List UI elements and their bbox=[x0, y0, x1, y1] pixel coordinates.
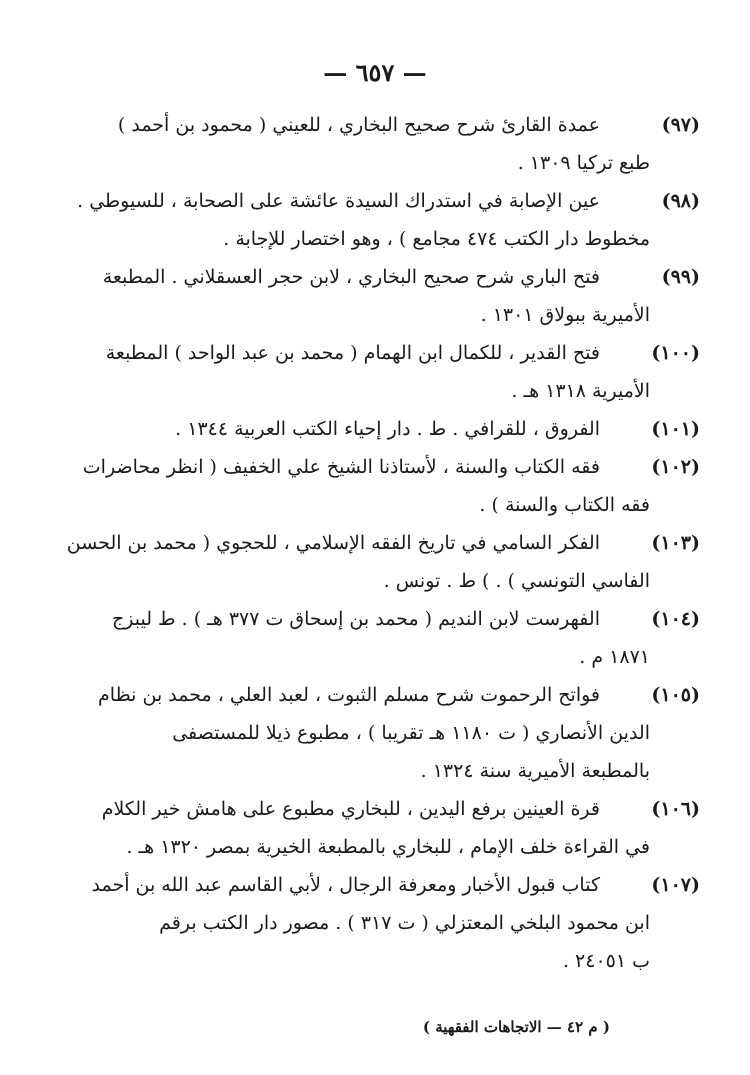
entry-line: ب ٢٤٠٥١ . bbox=[562, 950, 650, 972]
entry-line: عين الإصابة في استدراك السيدة عائشة على الصحابة ، للسيوطي . bbox=[77, 190, 600, 212]
entry-line: قرة العينين برفع اليدين ، للبخاري مطبوع على هامش خير الكلام bbox=[101, 798, 600, 820]
entry-number: (١٠٧) bbox=[651, 874, 700, 896]
entry-text bbox=[77, 182, 650, 258]
entry-number: (١٠٥) bbox=[651, 684, 700, 706]
entry-text bbox=[98, 676, 650, 790]
entry-line: عمدة القارئ شرح صحيح البخاري ، للعيني ( محمود بن أحمد ) bbox=[117, 114, 600, 136]
bibliography-entry bbox=[105, 600, 700, 676]
bibliography-entry bbox=[102, 258, 700, 334]
entry-text bbox=[105, 600, 650, 676]
entry-line: في القراءة خلف الإمام ، للبخاري بالمطبعة الخيرية بمصر ١٣٢٠ هـ . bbox=[126, 836, 650, 858]
entry-line: الدين الأنصاري ( ت ١١٨٠ هـ تقريبا ) ، مطبوع ذيلا للمستصفى bbox=[172, 722, 650, 744]
bibliography-entry bbox=[105, 106, 700, 182]
entry-line: الفاسي التونسي ) . ) ط . تونس . bbox=[383, 570, 650, 592]
entry-text bbox=[92, 866, 651, 980]
bibliography-entry bbox=[66, 524, 700, 600]
entry-line: فقه الكتاب والسنة ، لأستاذنا الشيخ علي الخفيف ( انظر محاضرات bbox=[82, 456, 600, 478]
entry-line: الأميرية ١٣١٨ هـ . bbox=[511, 380, 650, 402]
bibliography-entry bbox=[77, 182, 700, 258]
bibliography-entry bbox=[105, 410, 700, 448]
entry-text bbox=[105, 106, 650, 182]
bibliography-entry bbox=[91, 866, 700, 980]
bibliography-entry bbox=[98, 676, 700, 790]
entry-number: (١٠١) bbox=[651, 418, 700, 440]
bibliography-entry bbox=[101, 790, 700, 866]
entry-text bbox=[105, 334, 650, 410]
entry-line: الفهرست لابن النديم ( محمد بن إسحاق ت ٣٧٧ هـ ) . ط ليبزج bbox=[112, 608, 600, 630]
bibliography-entry bbox=[105, 334, 700, 410]
entry-line: الأميرية ببولاق ١٣٠١ . bbox=[480, 304, 650, 326]
entry-number: (١٠٤) bbox=[651, 608, 700, 630]
entry-number: (٩٧) bbox=[661, 114, 700, 136]
entry-text bbox=[67, 524, 650, 600]
entry-text bbox=[102, 790, 650, 866]
entry-line: الفروق ، للقرافي . ط . دار إحياء الكتب العربية ١٣٤٤ . bbox=[175, 418, 600, 440]
page-number: — ٦٥٧ — bbox=[323, 58, 427, 87]
entry-number: (١٠٣) bbox=[651, 532, 700, 554]
entry-text bbox=[103, 258, 650, 334]
bibliography-entry bbox=[82, 448, 700, 524]
bibliography-list bbox=[66, 106, 700, 980]
entry-line: مخطوط دار الكتب ٤٧٤ مجامع ) ، وهو اختصار للإجابة . bbox=[223, 228, 650, 250]
entry-line: كتاب قبول الأخبار ومعرفة الرجال ، لأبي القاسم عبد الله بن أحمد bbox=[91, 874, 600, 896]
entry-number: (١٠٦) bbox=[651, 798, 700, 820]
entry-line: فتح الباري شرح صحيح البخاري ، لابن حجر العسقلاني . المطبعة bbox=[102, 266, 600, 288]
entry-line: فتح القدير ، للكمال ابن الهمام ( محمد بن عبد الواحد ) المطبعة bbox=[105, 342, 600, 364]
entry-number: (٩٩) bbox=[661, 266, 700, 288]
entry-number: (١٠٢) bbox=[651, 456, 700, 478]
entry-line: ١٨٧١ م . bbox=[579, 646, 650, 668]
entry-number: (٩٨) bbox=[661, 190, 700, 212]
page-footer: ( م ٤٢ — الاتجاهات الفقهية ) bbox=[422, 1018, 610, 1036]
entry-number: (١٠٠) bbox=[651, 342, 700, 364]
entry-line: فقه الكتاب والسنة ) . bbox=[479, 494, 650, 516]
entry-line: ابن محمود البلخي المعتزلي ( ت ٣١٧ ) . مصور دار الكتب برقم bbox=[159, 912, 650, 934]
entry-line: بالمطبعة الأميرية سنة ١٣٢٤ . bbox=[420, 760, 650, 782]
entry-line: طبع تركيا ١٣٠٩ . bbox=[517, 152, 650, 174]
entry-line: الفكر السامي في تاريخ الفقه الإسلامي ، للحجوي ( محمد بن الحسن bbox=[66, 532, 600, 554]
entry-text bbox=[83, 448, 650, 524]
entry-line: فواتح الرحموت شرح مسلم الثبوت ، لعبد العلي ، محمد بن نظام bbox=[98, 684, 600, 706]
entry-text bbox=[105, 410, 650, 448]
